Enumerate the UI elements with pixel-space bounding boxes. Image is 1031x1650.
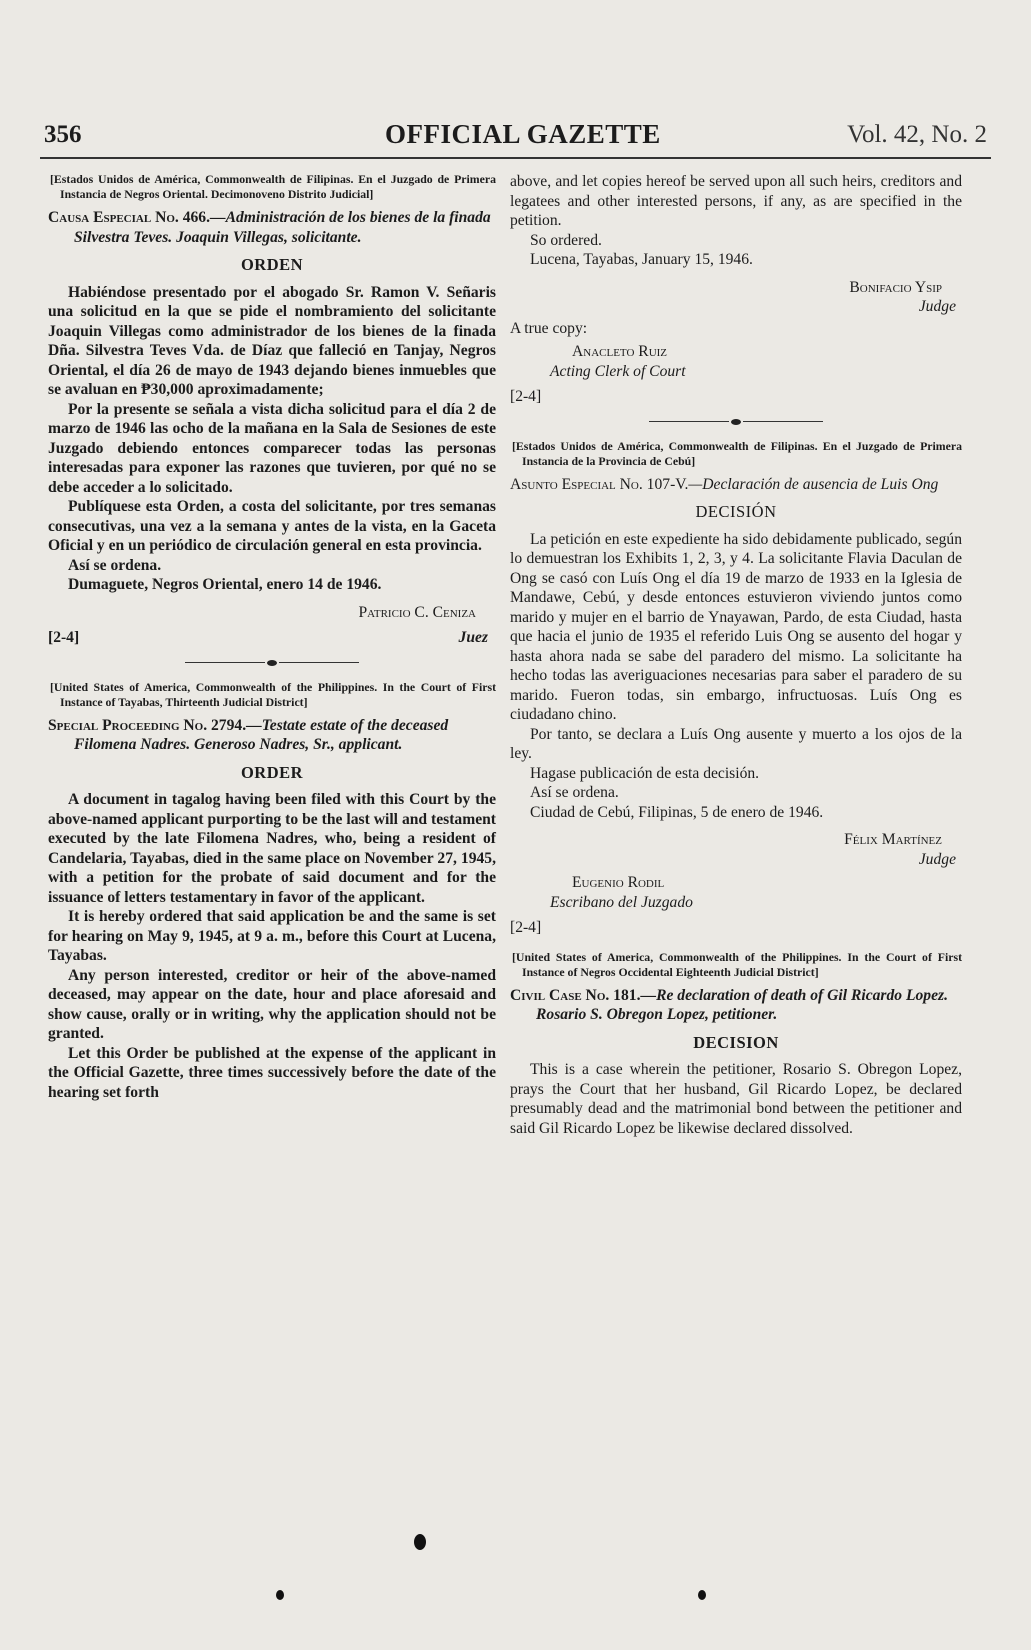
decision-place-date: Ciudad de Cebú, Filipinas, 5 de enero de 1946.	[530, 803, 824, 821]
left-column	[48, 172, 496, 1102]
order-paragraph: So ordered.	[530, 231, 602, 249]
court-caption: [Estados Unidos de América, Commonwealth de Filipinas. En el Juzgado de Primera Instancia de Negros Oriental. Decimonoveno Distrito Judicial]	[50, 172, 496, 201]
journal-title: OFFICIAL GAZETTE	[385, 119, 661, 149]
clerk-signature: Eugenio Rodil	[572, 874, 665, 891]
order-paragraph: Así se ordena.	[68, 556, 162, 574]
case-heading	[48, 208, 496, 247]
volume-number: Vol. 42, No. 2	[847, 121, 987, 148]
section-divider	[510, 417, 962, 427]
case-number: Asunto Especial No. 107-V.	[510, 475, 689, 493]
decision-paragraph: Hagase publicación de esta decisión.	[530, 764, 760, 782]
signature-line	[48, 628, 496, 648]
judge-signature: Patricio C. Ceniza	[358, 603, 476, 621]
decision-paragraph: Por tanto, se declara a Luís Ong ausente y muerto a los ojos de la ley.	[510, 725, 962, 762]
publication-ref: [2-4]	[510, 388, 542, 405]
decision-heading: DECISIÓN	[695, 502, 777, 521]
page-number: 356	[44, 121, 82, 148]
header-rule	[40, 157, 991, 159]
order-place-date: Lucena, Tayabas, January 15, 1946.	[530, 251, 753, 268]
court-caption: [United States of America, Commonwealth of the Philippines. In the Court of First Instance of Tayabas, Thirteenth Judicial District]	[50, 679, 496, 709]
page-header	[40, 115, 991, 155]
case-heading	[510, 475, 962, 495]
case-title: —Testate estate of the deceased Filomena Nadres. Generoso Nadres, Sr., applicant.	[74, 716, 449, 753]
clerk-signature: Anacleto Ruiz	[572, 343, 668, 360]
order-heading: ORDER	[240, 762, 304, 782]
right-column	[510, 172, 962, 1138]
section-divider	[48, 658, 496, 668]
decision-paragraph: Así se ordena.	[530, 784, 619, 801]
order-paragraph: Let this Order be published at the expense of the applicant in the Official Gazette, three times successively before the date of the hearing set forth	[48, 1044, 496, 1101]
order-paragraph: Publíquese esta Orden, a costa del solicitante, por tres semanas consecutivas, una vez a la semana y antes de la vista, en la Gaceta Oficial y en un periódico de circulación general en esta provincia.	[48, 498, 496, 554]
order-paragraph: Any person interested, creditor or heir of the above-named deceased, may appear on the date, hour and place aforesaid and show cause, orally or in writing, why the application should not be granted.	[48, 966, 496, 1042]
order-heading: ORDEN	[240, 255, 304, 274]
clerk-role: Acting Clerk of Court	[550, 362, 686, 380]
case-number: Special Proceeding No. 2794.	[48, 716, 247, 734]
case-title: —Declaración de ausencia de Luis Ong	[688, 475, 939, 493]
clerk-role: Escribano del Juzgado	[550, 893, 693, 911]
scan-spot	[698, 1590, 706, 1600]
judge-role: Judge	[918, 298, 956, 315]
publication-ref: [2-4]	[48, 629, 80, 646]
case-number: Causa Especial No. 466.	[48, 209, 210, 226]
decision-heading: DECISION	[693, 1032, 779, 1052]
publication-ref: [2-4]	[510, 919, 542, 936]
scan-spot	[276, 1590, 284, 1600]
true-copy-label: A true copy:	[510, 319, 588, 337]
order-continuation: above, and let copies hereof be served upon all such heirs, creditors and legatees and other interested persons, if any, as are specified in the petition.	[510, 173, 962, 229]
judge-signature: Félix Martínez	[844, 831, 942, 848]
court-caption: [Estados Unidos de América, Commonwealth de Filipinas. En el Juzgado de Primera Instancia de la Provincia de Cebú]	[512, 438, 962, 468]
case-title: —Re declaration of death of Gil Ricardo Lopez. Rosario S. Obregon Lopez, petitioner.	[536, 986, 948, 1023]
case-number: Civil Case No. 181.	[510, 986, 641, 1004]
decision-paragraph: This is a case wherein the petitioner, Rosario S. Obregon Lopez, prays the Court that her husband, Gil Ricardo Lopez, be declared presumably dead and the matrimonial bond between the petitioner and said Gil Ricardo Lopez be likewise declared dissolved.	[510, 1061, 962, 1137]
case-heading	[510, 986, 962, 1025]
order-paragraph: It is hereby ordered that said application be and the same is set for hearing on May 9, 1945, at 9 a. m., before this Court at Lucena, Tayabas.	[48, 908, 496, 964]
case-heading	[48, 716, 496, 755]
judge-role: Judge	[918, 850, 956, 868]
order-place-date: Dumaguete, Negros Oriental, enero 14 de 1946.	[68, 576, 382, 593]
case-title: —Administración de los bienes de la finada Silvestra Teves. Joaquin Villegas, solicitante.	[74, 209, 491, 246]
decision-paragraph: La petición en este expediente ha sido debidamente publicado, según lo demuestran los Exhibits 1, 2, 3, y 4. La solicitante Flavia Daculan de Ong se casó con Luís Ong el día 19 de marzo de 1933 en la Iglesia de Mandawe, Cebú, y desde entonces estuvieron viviendo juntos como marido y mujer en el barrio de Ynayawan, Pardo, de esta Ciudad, hasta que hacia el junio de 1935 el referido Luis Ong se ausento del hogar y hasta ahora nada se sabe del paradero del mismo. La solicitante ha hecho todas las averiguaciones necesarias para saber el paradero de su marido. Fueron todas, sin embargo, infructuosas. Luís Ong es ciudadano chino.	[510, 530, 962, 723]
judge-signature: Bonifacio Ysip	[849, 278, 942, 296]
judge-role: Juez	[458, 629, 488, 646]
scan-spot	[414, 1534, 426, 1550]
order-paragraph: Por la presente se señala a vista dicha solicitud para el día 2 de marzo de 1946 las ocho de la mañana en la Sala de Sesiones de este Juzgado debiendo entonces comparecer todas las personas interesadas para exponer las razones que tuvieren, por qué no se debe acceder a lo solicitado.	[48, 400, 496, 496]
order-paragraph: Habiéndose presentado por el abogado Sr. Ramon V. Señaris una solicitud en la que se pide el nombramiento del solicitante Joaquin Villegas como administrador de los bienes de la finada Dña. Silvestra Teves Vda. de Díaz que falleció en Tanjay, Negros Oriental, el día 26 de mayo de 1943 dejando bienes inmuebles que se avaluan en ₱30,000 aproximadamente;	[48, 283, 496, 398]
court-caption: [United States of America, Commonwealth of the Philippines. In the Court of First Instance of Negros Occidental Eighteenth Judicial District]	[512, 949, 962, 979]
order-paragraph: A document in tagalog having been filed with this Court by the above-named applicant purporting to be the last will and testament executed by the late Filomena Nadres, who, being a resident of Candelaria, Tayabas, died in the same place on November 27, 1945, with a petition for the probate of said document and for the issuance of letters testamentary in favor of the applicant.	[48, 791, 496, 906]
